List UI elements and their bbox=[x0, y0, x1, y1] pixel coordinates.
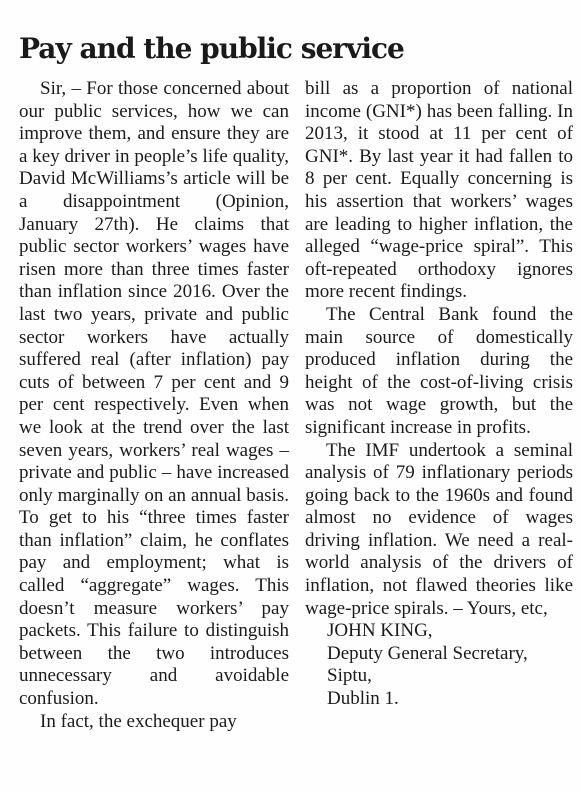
paragraph: The IMF undertook a seminal analysis of 79 inflationary periods going back to the 1960s and found almost no evidence of wages driving inflation. We need a real-world analysis of the drivers of inflation, not flawed theories like wage-price spirals. – Yours, etc, bbox=[305, 439, 573, 619]
headline: Pay and the public service bbox=[19, 32, 404, 65]
signature-location: Dublin 1. bbox=[327, 688, 399, 710]
signature-block bbox=[327, 620, 573, 710]
signature-title: Deputy General Secretary, bbox=[327, 642, 528, 664]
left-column bbox=[19, 78, 289, 733]
paragraph: In fact, the exchequer pay bbox=[40, 710, 237, 732]
signature-name: JOHN KING, bbox=[327, 620, 433, 642]
right-column bbox=[305, 78, 573, 711]
paragraph: Sir, – For those concerned about our public services, how we can improve them, and ensure they are a key driver in people’s life quality, David McWilliams’s article will be a disappointment (Opinion, January 27th). He claims that public sector workers’ wages have risen more than three times faster than inflation since 2016. Over the last two years, private and public sector workers have actually suffered real (after inflation) pay cuts of between 7 per cent and 9 per cent respectively. Even when we look at the trend over the last seven years, workers’ real wages – private and public – have increased only marginally on an annual basis. To get to his “three times faster than inflation” claim, he conflates pay and employment; what is called “aggregate” wages. This doesn’t measure workers’ pay packets. This failure to distinguish between the two introduces unnecessary and avoidable confusion. bbox=[19, 78, 289, 710]
paragraph: The Central Bank found the main source of domestically produced inflation during the height of the cost-of-living crisis was not wage growth, but the significant increase in profits. bbox=[305, 303, 573, 438]
signature-organisation: Siptu, bbox=[327, 665, 372, 687]
paragraph: bill as a proportion of national income (GNI*) has been falling. In 2013, it stood at 11 per cent of GNI*. By last year it had fallen to 8 per cent. Equally concerning is his assertion that workers’ wages are leading to higher inflation, the alleged “wage-price spiral”. This oft-repeated orthodoxy ignores more recent findings. bbox=[305, 78, 573, 303]
